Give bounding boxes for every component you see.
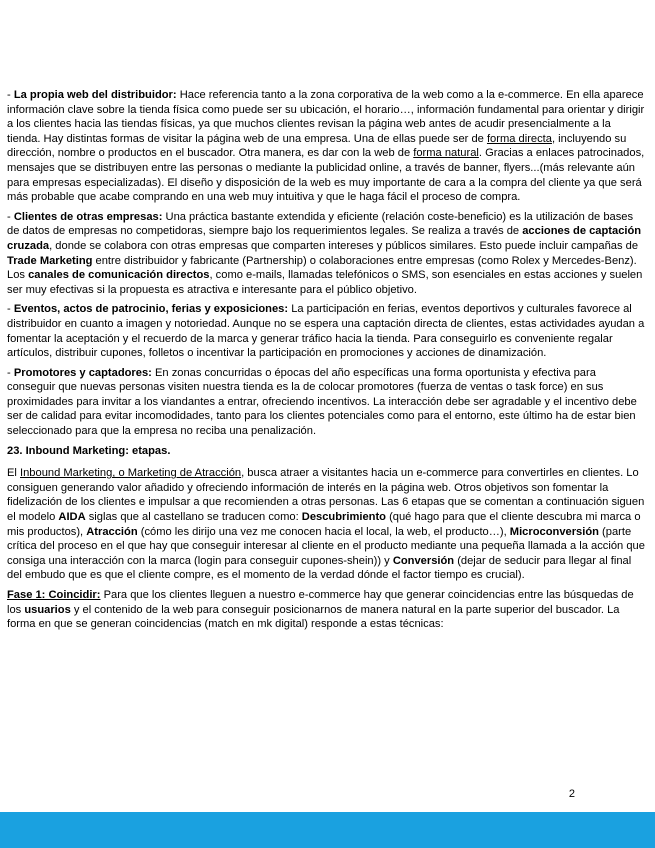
text: y el contenido de la web para conseguir posicionarnos de manera natural en la parte superior del buscador. La forma en que se generan coincidencias (match en mk digital) responde a estas técnicas: — [7, 603, 620, 631]
document-body — [7, 88, 647, 637]
text: entre distribuidor y fabricante (Partnership) o colaboraciones entre empresas (como Rolex y Mercedes-Benz). Los — [7, 254, 637, 282]
text: . Gracias a enlaces patrocinados, mensajes que se distribuyen entre las personas o mediante la publicidad online, a través de banner, flyers...(más relevante aún para empresas especializadas). El diseño y disposición de la web es muy importante de cara a la compra del cliente ya que será más probable que acabe comprando en una web muy intuitiva y que le haga fácil el proceso de compra. — [7, 147, 645, 204]
text: (parte crítica del proceso en el que hay que conseguir interesar al cliente en el producto mediante una pequeña llamada a la acción que consiga una interacción con la marca (login para conseguir cupones-shein)) y — [7, 525, 645, 567]
footer-bar — [0, 812, 655, 848]
term-captacion-cruzada: acciones de captación cruzada — [7, 225, 642, 252]
text: - — [7, 366, 14, 379]
term-inbound-marketing: Inbound Marketing, o Marketing de Atracción — [20, 467, 242, 480]
paragraph-eventos — [7, 302, 647, 360]
text: En zonas concurridas o épocas del año específicas una forma oportunista y efectiva para conseguir que nuevas personas visiten nuestra tienda es la de colocar promotores (fuerza de ventas o task force) en sus proximidades para invitar a los viandantes a entrar, ofreciendo incentivos. La interacción debe ser agradable y el incentivo debe ser de calidad para evitar incomodidades, tanto para los clientes potenciales como para el entorno, este último ha de estar bien seleccionado para que la empresa no reciba una penalización. — [7, 366, 637, 438]
text: , donde se colabora con otras empresas que comparten intereses y públicos similares. Esto puede incluir campañas de — [49, 239, 639, 252]
text: Para que los clientes lleguen a nuestro e-commerce hay que generar coincidencias entre las búsquedas de los — [7, 589, 634, 616]
term-clientes-otras-empresas: Clientes de otras empresas: — [13, 210, 163, 223]
term-conversion: Conversión — [392, 554, 455, 567]
paragraph-inbound-marketing — [7, 466, 647, 583]
paragraph-clientes-otras-empresas — [7, 210, 647, 298]
page-number: 2 — [568, 788, 575, 800]
term-eventos: Eventos, actos de patrocinio, ferias y exposiciones: — [13, 303, 289, 316]
text: - — [7, 303, 14, 316]
text: Hace referencia tanto a la zona corporativa de la web como a la e-commerce. En ella aparece información clave sobre la tienda física como puede ser su ubicación, el horario…, información fundamental para orientar y dirigir a los clientes hacia las tiendas físicas, ya que muchos clientes revisan la página web antes de acudir presencialmente a la tienda. Hay distintas formas de visitar la página web de una empresa. Una de ellas puede ser de — [7, 89, 645, 145]
term-forma-natural: forma natural — [413, 147, 479, 160]
text: siglas que al castellano se traducen como: — [85, 511, 302, 524]
term-forma-directa: forma directa — [486, 132, 552, 145]
term-aida: AIDA — [58, 511, 86, 524]
text: , busca atraer a visitantes hacia un e-commerce para convertirles en clientes. Lo consiguen generando valor añadido y ofreciendo información de interés en la página web. Otros objetivos son fomentar la fidelización de los clientes e impulsar a que recomienden a otras personas. Las 6 etapas que se comentan a continuación siguen el modelo — [7, 467, 645, 524]
term-trade-marketing: Trade Marketing — [7, 254, 93, 267]
term-canales-directos: canales de comunicación directos — [28, 269, 210, 282]
paragraph-promotores — [7, 366, 647, 439]
term-web-distribuidor: La propia web del distribuidor: — [13, 89, 177, 101]
paragraph-web-distribuidor — [7, 88, 647, 205]
text: La participación en ferias, eventos deportivos y culturales favorece al distribuidor en cuanto a imagen y notoriedad. Aunque no se espera una captación directa de clientes, estas actividades ayudan a fomentar la aceptación y el recuerdo de la marca y generar tráfico hacia la tienda. Para conseguirlo es conveniente regalar artículos, distribuir cupones, folletos o incentivar la participación en promociones y acciones de dinamización. — [7, 303, 645, 360]
text: , incluyendo su dirección, nombre o productos en el buscador. Otra manera, es dar con la web de — [7, 132, 627, 160]
term-fase-1: Fase 1: Coincidir: — [7, 589, 101, 601]
text: - — [7, 89, 14, 101]
text: (dejar de seducir para llegar al final del embudo que es que el cliente compre, es el momento de la verdad dónde el factor tiempo es crucial). — [7, 554, 632, 582]
term-promotores: Promotores y captadores: — [13, 366, 152, 379]
text: (cómo les dirijo una vez me conocen hacia el local, la web, el producto…), — [137, 525, 510, 538]
text: - — [7, 210, 14, 223]
term-atraccion: Atracción — [86, 525, 138, 538]
text: , como e-mails, llamadas telefónicos o SMS, son esenciales en estas acciones y suelen ser muy efectivas si la propuesta es atractiva e interesante para el público objetivo. — [7, 269, 643, 296]
paragraph-fase-1 — [7, 588, 647, 632]
term-usuarios: usuarios — [24, 603, 71, 616]
section-heading: 23. Inbound Marketing: etapas. — [7, 444, 171, 457]
text: (qué hago para que el cliente descubra mi marca o mis productos), — [7, 511, 641, 538]
term-microconversion: Microconversión — [509, 525, 599, 538]
text: Una práctica bastante extendida y eficiente (relación coste-beneficio) es la utilización de bases de datos de empresas no competidoras, siempre bajo los requerimientos legales. Se realiza a través de — [7, 210, 634, 238]
text: El — [7, 467, 21, 480]
term-descubrimiento: Descubrimiento — [301, 511, 386, 524]
